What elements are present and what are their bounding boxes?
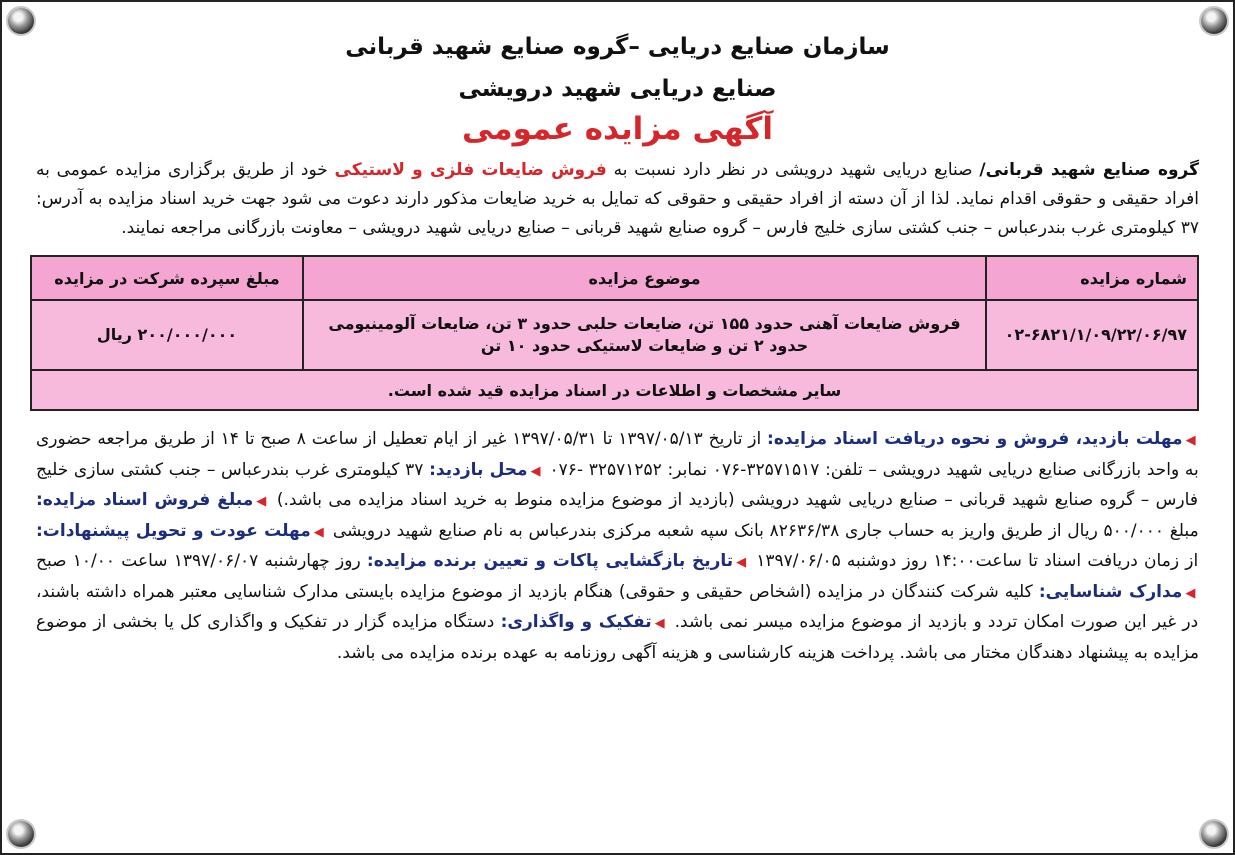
price-label: مبلغ فروش اسناد مزایده: xyxy=(36,490,254,510)
auction-subject xyxy=(303,300,986,370)
location-label: محل بازدید: xyxy=(429,459,528,480)
arrow-icon: ◀ xyxy=(313,524,325,540)
visit-text: از تاریخ ۱۳۹۷/۰۵/۱۳ تا ۱۳۹۷/۰۵/۳۱ غیر از ایام تعطیل از ساعت ۸ صبح تا ۱۴ از طریق مراجعه حضوری به واحد بازرگانی صنایع دریایی شهید درویشی – تلفن: ۳۲۵۷۱۵۱۷-۰۷۶ نمابر: ۳۲۵۷۱۲۵۲ -۰۷۶ xyxy=(36,429,1199,480)
table-footer-note: سایر مشخصات و اطلاعات در اسناد مزایده قید شده است. xyxy=(31,370,1198,410)
notice-title: آگهی مزایده عمومی xyxy=(462,111,773,147)
arrow-icon: ◀ xyxy=(654,616,666,631)
header-number: شماره مزایده xyxy=(986,256,1198,300)
details-paragraph xyxy=(36,425,1199,667)
opening-label: تاریخ بازگشایی پاکات و تعیین برنده مزایده: xyxy=(366,551,734,571)
arrow-icon: ◀ xyxy=(1185,433,1196,448)
table-footer-row xyxy=(31,370,1198,410)
auction-deposit: ۲۰۰/۰۰۰/۰۰۰ ریال xyxy=(31,300,303,370)
id-text: کلیه شرکت کنندگان در مزایده (اشخاص حقیقی و حقوقی) هنگام بازدید از موضوع مزایده بایستی مدارک شناسایی معتبر همراه داشته باشند، در غیر این صورت امکان تردد و بازدید از موضوع مزایده میسر نمی باشد. xyxy=(36,581,1199,632)
company-line: صنایع دریایی شهید درویشی xyxy=(458,76,777,102)
notice-content xyxy=(2,30,1233,667)
intro-text-2: خود از طریق برگزاری مزایده عمومی به افراد حقیقی و حقوقی اقدام نماید. لذا از آن دسته از افراد حقیقی و حقوقی که تمایل به خرید ضایعات مذکور دارند دعوت می شود جهت خرید اسناد مزایده به آدرس: ۳۷ کیلومتری غرب بندرعباس – جنب کشتی سازی خلیج فارس – گروه صنایع شهید قربانی – صنایع دریایی شهید درویشی – معاونت بازرگانی مراجعه نمایند. xyxy=(36,160,1199,238)
arrow-icon: ◀ xyxy=(1185,585,1197,601)
rivet-icon xyxy=(1201,8,1227,34)
separation-text: دستگاه مزایده گزار در تفکیک و واگذاری کل یا بخشی از موضوع مزایده به پیشنهاد دهندگان مختار می باشد. پرداخت هزینه کارشناسی و هزینه آگهی روزنامه به عهده برنده مزایده می باشد. xyxy=(36,612,1199,663)
location-text: ۳۷ کیلومتری غرب بندرعباس – جنب کشتی سازی خلیج فارس – گروه صنایع شهید قربانی – صنایع دریایی شهید درویشی (بازدید از موضوع مزایده منوط به خرید اسناد مزایده می باشد.) xyxy=(36,459,1198,510)
auction-number: ۰۲-۶۸۲۱/۱/۰۹/۲۲/۰۶/۹۷ xyxy=(986,300,1198,370)
rivet-icon xyxy=(1201,821,1227,847)
intro-group-name: گروه صنایع شهید قربانی/ xyxy=(979,160,1200,180)
table-header-row xyxy=(31,256,1198,300)
rivet-icon xyxy=(8,8,34,34)
org-line: سازمان صنایع دریایی –گروه صنایع شهید قربانی xyxy=(345,34,890,60)
intro-paragraph xyxy=(36,156,1199,243)
rivet-icon xyxy=(8,821,34,847)
header-subject: موضوع مزایده xyxy=(303,256,986,300)
opening-text: روز چهارشنبه ۱۳۹۷/۰۶/۰۷ ساعت ۱۰/۰۰ صبح xyxy=(36,551,367,571)
visit-label: مهلت بازدید، فروش و نحوه دریافت اسناد مزایده: xyxy=(767,429,1183,449)
arrow-icon: ◀ xyxy=(256,494,268,509)
auction-table xyxy=(30,255,1199,411)
intro-text-1: صنایع دریایی شهید درویشی در نظر دارد نسبت به xyxy=(606,160,980,180)
auction-subject-line-2: حدود ۲ تن و ضایعات لاستیکی حدود ۱۰ تن xyxy=(480,336,809,355)
auction-subject-line-1: فروش ضایعات آهنی حدود ۱۵۵ تن، ضایعات حلبی حدود ۳ تن، ضایعات آلومینیومی xyxy=(328,314,961,333)
price-text: مبلغ ۵۰۰/۰۰۰ ریال از طریق واریز به حساب جاری ۸۲۶۳۶/۳۸ بانک سپه شعبه مرکزی بندرعباس به نام صنایع شهید درویشی xyxy=(332,520,1199,541)
deadline-text: از زمان دریافت اسناد تا ساعت۱۴:۰۰ روز دوشنبه ۱۳۹۷/۰۶/۰۵ xyxy=(756,551,1199,571)
deadline-label: مهلت عودت و تحویل پیشنهادات: xyxy=(36,520,311,541)
header-deposit: مبلغ سپرده شرکت در مزایده xyxy=(31,256,303,300)
intro-highlight: فروش ضایعات فلزی و لاستیکی xyxy=(334,160,607,180)
arrow-icon: ◀ xyxy=(530,463,541,479)
id-label: مدارک شناسایی: xyxy=(1038,581,1183,602)
arrow-icon: ◀ xyxy=(736,555,747,570)
table-row xyxy=(31,300,1198,370)
separation-label: تفکیک و واگذاری: xyxy=(500,612,652,632)
